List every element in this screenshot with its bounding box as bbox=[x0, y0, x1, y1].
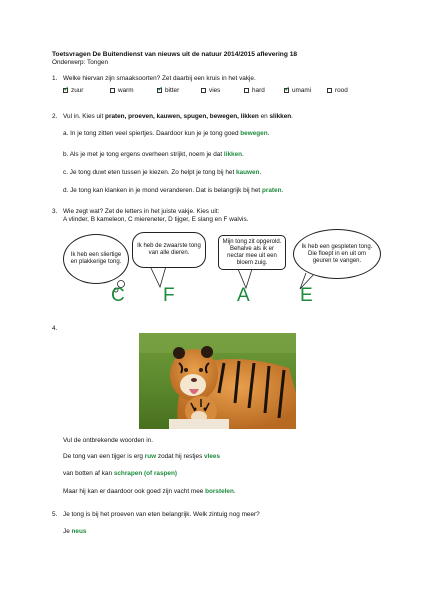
tiger-photo bbox=[139, 333, 296, 429]
q4-line2: van botten af kan schrapen (of raspen) bbox=[63, 470, 178, 477]
bubble-1-answer: C bbox=[111, 285, 125, 306]
q4-number: 4. bbox=[52, 325, 58, 332]
q2-item-d: d. Je tong kan klanken in je mond veranderen. Dat is belangrijk bij het praten. bbox=[63, 187, 284, 194]
q2-intro: Vul in. Kies uit praten, proeven, kauwen, spugen, bewegen, likken en slikken. bbox=[63, 113, 293, 120]
q1-option-vies[interactable]: vies bbox=[201, 87, 220, 95]
q1-text: Welke hiervan zijn smaaksoorten? Zet daarbij een kruis in het vakje. bbox=[63, 75, 256, 82]
answer-text: praten bbox=[261, 187, 282, 194]
answer-text: ruw bbox=[144, 453, 157, 460]
q2-number: 2. bbox=[52, 113, 58, 120]
q1-option-rood[interactable]: rood bbox=[327, 87, 348, 95]
q1-number: 1. bbox=[52, 75, 58, 82]
answer-text: vlees bbox=[204, 453, 221, 460]
answer-text: schrapen (of raspen) bbox=[113, 470, 178, 477]
answer-text: kauwen bbox=[236, 169, 260, 176]
q3-line2: A vlinder, B kameleon, C miereneter, D tijger, E slang en F walvis. bbox=[63, 216, 249, 223]
speech-bubble-4: Ik heb een gespleten tong. Die floept in en uit om geuren te vangen. bbox=[293, 229, 381, 279]
q4-line1: De tong van een tijger is erg ruw zodat hij restjes vlees bbox=[63, 453, 221, 460]
speech-bubble-1: Ik heb een sliertige en plakkerige tong. bbox=[63, 234, 129, 284]
q2-item-b: b. Als je met je tong ergens overheen strijkt, noem je dat likken. bbox=[63, 151, 244, 158]
q3-number: 3. bbox=[52, 208, 58, 215]
bubble-3-answer: A bbox=[237, 285, 250, 306]
answer-text: bewegen bbox=[240, 130, 268, 137]
document-title: Toetsvragen De Buitendienst van nieuws uit de natuur 2014/2015 aflevering 18 bbox=[52, 51, 298, 58]
q4-line3: Maar hij kan er daardoor ook goed zijn vacht mee borstelen. bbox=[63, 488, 236, 495]
speech-bubble-2: Ik heb de zwaarste tong van alle dieren. bbox=[132, 232, 206, 268]
q5-number: 5. bbox=[52, 511, 58, 518]
q5-answer-line: Je neus bbox=[63, 528, 87, 535]
speech-bubble-3: Mijn tong zit opgerold. Behalve als ik er nectar mee uit een bloem zuig. bbox=[218, 235, 286, 270]
q1-option-umami[interactable]: ✓ umami bbox=[284, 87, 311, 95]
q1-option-zuur[interactable]: ✓zuur bbox=[63, 87, 83, 95]
q2-item-c: c. Je tong duwt eten tussen je kiezen. Zo helpt je tong bij het kauwen. bbox=[63, 169, 262, 176]
q1-option-warm[interactable]: warm bbox=[110, 87, 134, 95]
bubble-4-answer: E bbox=[300, 285, 313, 306]
answer-text: likken bbox=[223, 151, 243, 158]
document-subject: Onderwerp: Tongen bbox=[52, 59, 109, 66]
bubble-2-answer: F bbox=[163, 285, 175, 306]
q3-line1: Wie zegt wat? Zet de letters in het juiste vakje. Kies uit: bbox=[63, 208, 220, 215]
answer-text: borstelen bbox=[205, 488, 234, 495]
q5-text: Je tong is bij het proeven van eten belangrijk. Welk zintuig nog meer? bbox=[63, 511, 260, 518]
q1-option-hard[interactable]: hard bbox=[244, 87, 265, 95]
q2-item-a: a. In je tong zitten veel spiertjes. Daardoor kun je je tong goed bewegen. bbox=[63, 130, 270, 137]
q4-instruction: Vul de ontbrekende woorden in. bbox=[63, 437, 154, 444]
q1-option-bitter[interactable]: ✓ bitter bbox=[157, 87, 179, 95]
answer-text: neus bbox=[71, 528, 87, 535]
